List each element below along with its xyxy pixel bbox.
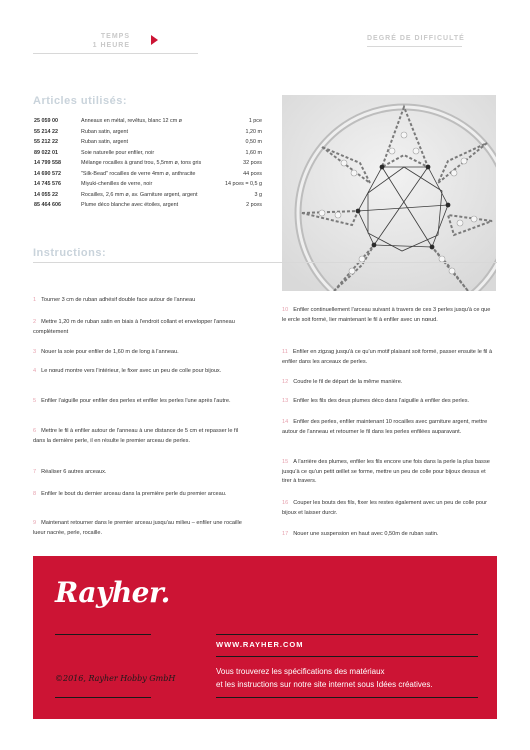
article-qty: 1,20 m [245, 128, 262, 135]
step-number: 1 [33, 297, 37, 303]
time-value: 1 HEURE [92, 42, 130, 49]
article-code: 55 212 22 [34, 139, 58, 145]
instruction-step [282, 348, 494, 367]
step-text: Enfiler des perles, enfiler maintenant 10 rocailles avec garniture argent, mettre autour de l'anneau et retourner le fil dans les perles enfilées auparavant. [282, 419, 488, 435]
article-code: 55 214 22 [34, 128, 58, 135]
footer-divider-left [55, 634, 151, 635]
step-text: A l'arrière des plumes, enfiler les fils encore une fois dans la perle la plus basse jusqu'à ce qu'un petit œillet se forme, mettre un peu de colle pour bijoux dessus et tirer à travers. [282, 459, 490, 484]
article-desc: "Silk-Bead" rocailles de verre 4mm ø, anthracite [81, 170, 196, 177]
step-number: 9 [33, 520, 37, 526]
step-text: Enfiler en zigzag jusqu'à ce qu'un motif plaisant soit formé, passer ensuite le fil à enfiler dans les arceaux de perles. [282, 349, 493, 365]
article-qty: 1 pce [248, 118, 262, 124]
article-desc: Miyuki-chenilles de verre, noir [81, 181, 153, 187]
article-row [34, 127, 262, 138]
header-divider-left [33, 53, 198, 54]
step-number: 4 [33, 368, 37, 374]
article-qty: 0,50 m [245, 139, 262, 145]
time-label: TEMPS [100, 33, 130, 40]
instruction-step [282, 397, 494, 407]
article-code: 25 059 00 [34, 118, 58, 124]
instruction-step [33, 397, 245, 407]
instruction-step [33, 427, 245, 446]
instruction-step [282, 458, 494, 487]
instruction-step [33, 318, 245, 337]
article-code: 14 055 22 [34, 191, 58, 198]
step-number: 13 [282, 398, 289, 404]
footer-divider-mid [216, 656, 478, 657]
step-number: 14 [282, 419, 289, 425]
article-desc: Anneaux en métal, revêtus, blanc 12 cm ø [81, 118, 182, 124]
instruction-step [282, 306, 494, 325]
step-number: 3 [33, 349, 37, 355]
step-number: 8 [33, 491, 37, 497]
step-text: Enfiler les fils des deux plumes déco dans l'aiguille à enfiler des perles. [293, 398, 470, 404]
article-row [34, 148, 262, 159]
copyright-text: ©2016, Rayher Hobby GmbH [55, 674, 176, 683]
instruction-step [33, 468, 245, 478]
article-qty: 2 pces [246, 202, 262, 208]
article-row [34, 169, 262, 180]
step-text: Réaliser 6 autres arceaux. [41, 469, 107, 475]
footer-divider-bottom-left [55, 697, 151, 698]
instruction-step [282, 499, 494, 518]
instruction-step [282, 418, 494, 437]
article-desc: Plume déco blanche avec étoiles, argent [81, 202, 179, 208]
step-number: 6 [33, 428, 37, 434]
article-desc: Ruban satin, argent [81, 139, 129, 145]
step-text: Maintenant retourner dans le premier arceau jusqu'au milieu – enfiler une rocaille lueur nacrée, perle, rocaille. [33, 520, 242, 536]
footer-info [216, 666, 486, 691]
article-qty: 44 pces [243, 170, 262, 177]
article-code: 14 690 572 [34, 170, 61, 177]
article-qty: 3 g [254, 191, 262, 198]
step-number: 10 [282, 307, 289, 313]
step-number: 2 [33, 319, 37, 325]
article-row [34, 190, 262, 201]
articles-title: Articles utilisés: [33, 95, 127, 107]
article-desc: Ruban satin, argent [81, 128, 129, 135]
article-code: 89 022 01 [34, 149, 58, 156]
instructions-title: Instructions: [33, 247, 107, 259]
article-desc: Mélange rocailles à grand trou, 5,5mm ø, tons gris [81, 160, 202, 166]
step-number: 15 [282, 459, 289, 465]
step-text: Le nœud montre vers l'intérieur, le fixer avec un peu de colle pour bijoux. [41, 368, 222, 374]
instruction-step [33, 296, 245, 306]
article-code: 14 745 576 [34, 181, 61, 187]
step-text: Coudre le fil de départ de la même manière. [293, 379, 403, 385]
rayher-logo[interactable]: Rayher. [55, 576, 170, 609]
instruction-step [33, 519, 245, 538]
article-row [34, 200, 262, 211]
article-qty: 32 pces [243, 160, 262, 166]
footer-divider-top [216, 634, 478, 635]
instruction-step [33, 348, 245, 358]
step-number: 17 [282, 531, 289, 537]
article-qty: 1,60 m [245, 149, 262, 156]
step-number: 11 [282, 349, 288, 355]
article-desc: Rocailles, 2,6 mm ø, av. Garniture argent, argent [81, 191, 198, 198]
step-number: 16 [282, 500, 289, 506]
footer-divider-bottom [216, 697, 478, 698]
instruction-step [33, 490, 245, 500]
footer-info-line2: et les instructions sur notre site internet sous Idées créatives. [216, 679, 433, 689]
article-qty: 14 pces = 0,5 g [224, 181, 262, 187]
article-row [34, 137, 262, 148]
difficulty-label: DEGRÉ DE DIFFICULTÉ [367, 35, 465, 42]
step-text: Enfiler continuellement l'arceau suivant à travers de ces 3 perles jusqu'à ce que le ercle soit formé, lier maintenant le fil à enfiler avec un nœud. [282, 307, 491, 323]
article-desc: Soie naturelle pour enfiler, noir [81, 149, 155, 156]
play-icon [151, 35, 158, 45]
step-text: Nouer la soie pour enfiler de 1,60 m de long à l'anneau. [41, 349, 179, 355]
step-text: Couper les bouts des fils, fixer les restes également avec un peu de colle pour bijoux et laisser durcir. [282, 500, 487, 516]
instruction-step [282, 530, 494, 540]
footer-info-line1: Vous trouverez les spécifications des matériaux [216, 667, 385, 676]
step-text: Tourner 3 cm de ruban adhésif double face autour de l'anneau [41, 297, 196, 303]
step-text: Enfiler le bout du dernier arceau dans la première perle du premier arceau. [41, 491, 227, 497]
header-divider-right [367, 46, 462, 47]
website-link[interactable]: WWW.RAYHER.COM [216, 640, 304, 649]
step-text: Mettre le fil à enfiler autour de l'anneau à une distance de 5 cm et repasser le fil dans la dernière perle, il en résulte le premier arceau de perles. [33, 428, 239, 444]
step-text: Mettre 1,20 m de ruban satin en biais à l'endroit collant et envelopper l'anneau complètement [33, 319, 235, 335]
footer-banner [33, 556, 497, 719]
article-row [34, 179, 262, 190]
step-text: Enfiler l'aiguille pour enfiler des perles et enfiler les perles l'une après l'autre. [41, 398, 231, 404]
instructions-divider [33, 262, 497, 263]
article-code: 14 799 558 [34, 160, 61, 166]
step-number: 7 [33, 469, 37, 475]
article-code: 85 464 606 [34, 202, 61, 208]
article-row [34, 158, 262, 169]
step-number: 5 [33, 398, 37, 404]
step-text: Nouer une suspension en haut avec 0,50m de ruban satin. [293, 531, 439, 537]
article-row [34, 116, 262, 127]
step-number: 12 [282, 379, 289, 385]
instruction-step [282, 378, 494, 388]
instruction-step [33, 367, 245, 377]
